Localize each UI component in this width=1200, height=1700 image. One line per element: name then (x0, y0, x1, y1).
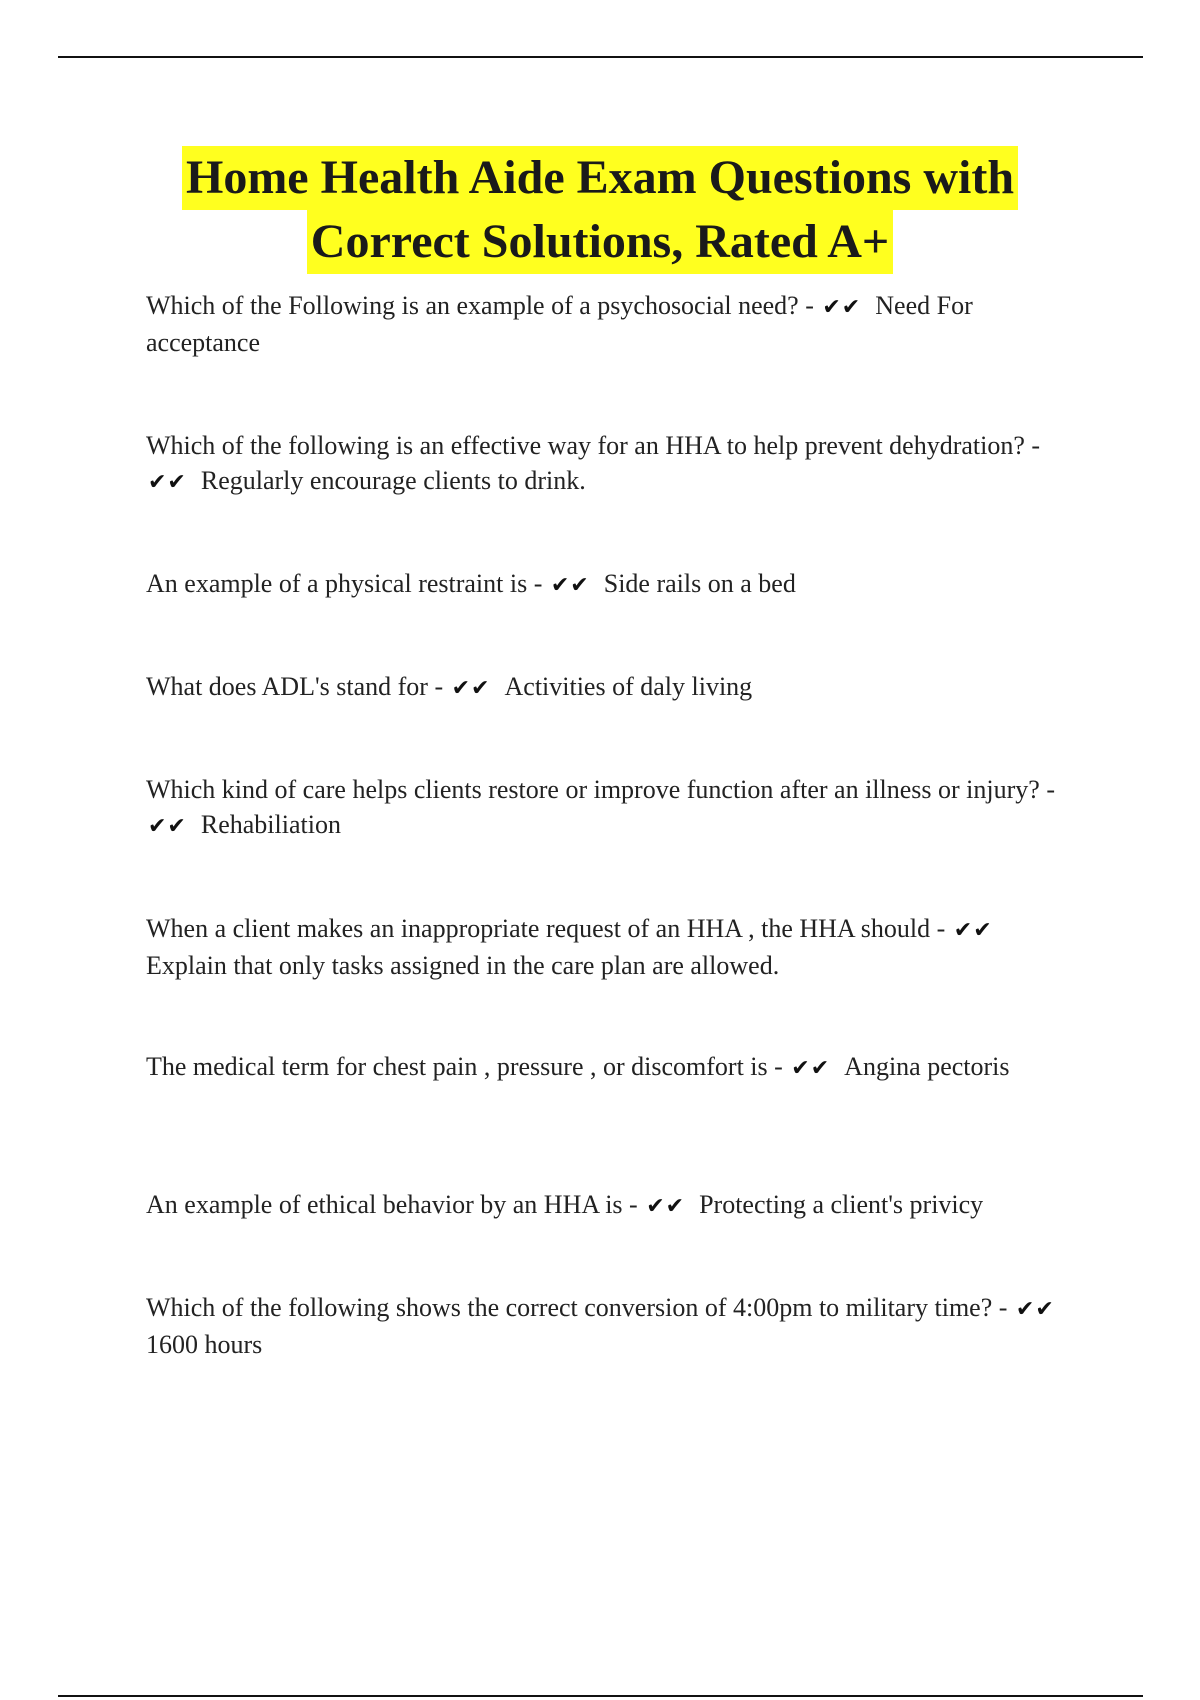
answer-text: 1600 hours (146, 1330, 263, 1359)
title-line-2: Correct Solutions, Rated A+ (307, 210, 893, 274)
double-check-icon: ✔✔ (646, 1194, 686, 1219)
answer-text: Activities of daly living (504, 672, 753, 701)
double-check-icon: ✔✔ (148, 814, 187, 839)
double-check-icon: ✔✔ (953, 918, 993, 943)
double-check-icon: ✔✔ (550, 573, 590, 598)
document-title (0, 146, 1200, 274)
bottom-rule (58, 1695, 1143, 1697)
question-text: When a client makes an inappropriate request of an HHA , the HHA should - (146, 914, 946, 943)
question-item (146, 1049, 1086, 1086)
top-rule (58, 56, 1143, 58)
question-text: What does ADL's stand for - (146, 672, 444, 701)
answer-text: Regularly encourage clients to drink. (200, 466, 586, 495)
double-check-icon: ✔✔ (1015, 1297, 1055, 1322)
question-text: The medical term for chest pain , pressure , or discomfort is - (146, 1052, 783, 1081)
answer-text: Need For acceptance (146, 291, 973, 357)
title-line-1: Home Health Aide Exam Questions with (182, 146, 1018, 210)
question-item (146, 669, 1086, 706)
question-item (146, 288, 1086, 360)
answer-text: Side rails on a bed (603, 569, 796, 598)
question-text: Which of the following is an effective way for an HHA to help prevent dehydration? - (146, 431, 1041, 460)
question-item (146, 911, 1086, 983)
answer-text: Explain that only tasks assigned in the care plan are allowed. (146, 951, 780, 980)
double-check-icon: ✔✔ (451, 676, 491, 701)
double-check-icon: ✔✔ (822, 295, 862, 320)
double-check-icon: ✔✔ (791, 1056, 831, 1081)
question-text: An example of ethical behavior by an HHA is - (146, 1190, 638, 1219)
question-item (146, 1187, 1086, 1224)
answer-text: Angina pectoris (844, 1052, 1010, 1081)
question-text: Which kind of care helps clients restore or improve function after an illness or injury? - (146, 775, 1055, 804)
question-item (146, 772, 1086, 844)
question-item (146, 1290, 1086, 1362)
question-text: Which of the following shows the correct conversion of 4:00pm to military time? - (146, 1293, 1008, 1322)
question-item (146, 428, 1086, 500)
question-text: Which of the Following is an example of a psychosocial need? - (146, 291, 814, 320)
question-text: An example of a physical restraint is - (146, 569, 543, 598)
double-check-icon: ✔✔ (148, 470, 187, 495)
answer-text: Protecting a client's privicy (699, 1190, 984, 1219)
question-item (146, 566, 1086, 603)
answer-text: Rehabiliation (200, 810, 341, 839)
